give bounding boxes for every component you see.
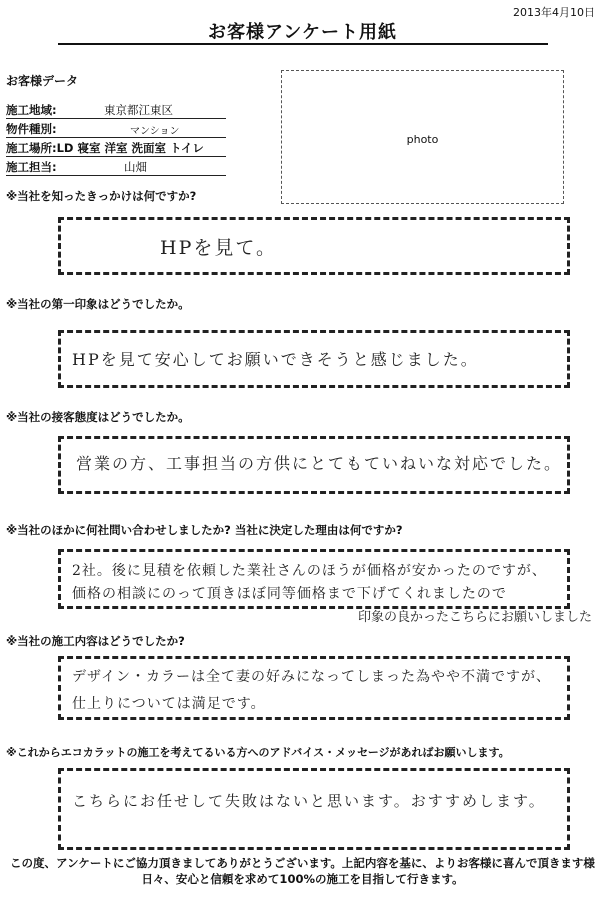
question-1: ※当社を知ったきっかけは何ですか? [6,189,197,203]
customer-data-heading: お客様データ [6,74,79,88]
field-value: 東京都江東区 [104,103,173,117]
photo-label: photo [406,133,439,146]
footer-line-2: 日々、安心と信頼を求めて100%の施工を目指して行きます。 [141,872,464,886]
field-label: 施工場所:LD 寝室 洋室 洗面室 トイレ [6,141,204,155]
field-label: 施工担当: [6,160,57,174]
answer-4-line-1: 2社。後に見積を依頼した業社さんのほうが価格が安かったのですが、 [72,563,547,579]
footer-message [0,855,605,887]
answer-4-line-3: 印象の良かったこちらにお願いしました [358,610,593,625]
footer-line-1: この度、アンケートにご協力頂きましてありがとうございます。上記内容を基に、よりお客様に喜んで頂きます様 [10,856,595,870]
field-construction-area [6,100,226,119]
field-label: 施工地域: [6,103,57,117]
answer-2-line-1: HPを見て安心してお願いできそうと感じました。 [72,350,479,369]
field-construction-place [6,138,226,157]
title-underline [58,43,548,45]
survey-date: 2013年4月10日 [513,6,595,19]
field-value: マンション [130,126,180,137]
answer-1-line-1: HPを見て。 [160,237,277,259]
field-label: 物件種別: [6,122,57,136]
page-title: お客様アンケート用紙 [208,22,397,43]
question-4: ※当社のほかに何社問い合わせしましたか? 当社に決定した理由は何ですか? [6,523,403,537]
field-staff [6,157,226,176]
field-value: 山畑 [124,160,147,174]
question-6: ※これからエコカラットの施工を考えてるいる方へのアドバイス・メッセージがあればお願いします。 [6,746,510,759]
answer-box-1 [58,217,570,275]
answer-4-line-2: 価格の相談にのって頂きほぼ同等価格まで下げてくれましたので [72,586,507,602]
question-2: ※当社の第一印象はどうでしたか。 [6,297,190,311]
answer-5-line-1: デザイン・カラーは全て妻の好みになってしまった為やや不満ですが、 [72,669,552,685]
field-property-type [6,119,226,138]
answer-5-line-2: 仕上りについては満足です。 [72,696,266,712]
question-3: ※当社の接客態度はどうでしたか。 [6,410,190,424]
photo-placeholder [281,70,564,204]
answer-3-line-1: 営業の方、工事担当の方供にとてもていねいな対応でした。 [76,454,563,473]
answer-6-line-1: こちらにお任せして失敗はないと思います。おすすめします。 [72,792,546,810]
question-5: ※当社の施工内容はどうでしたか? [6,634,185,648]
